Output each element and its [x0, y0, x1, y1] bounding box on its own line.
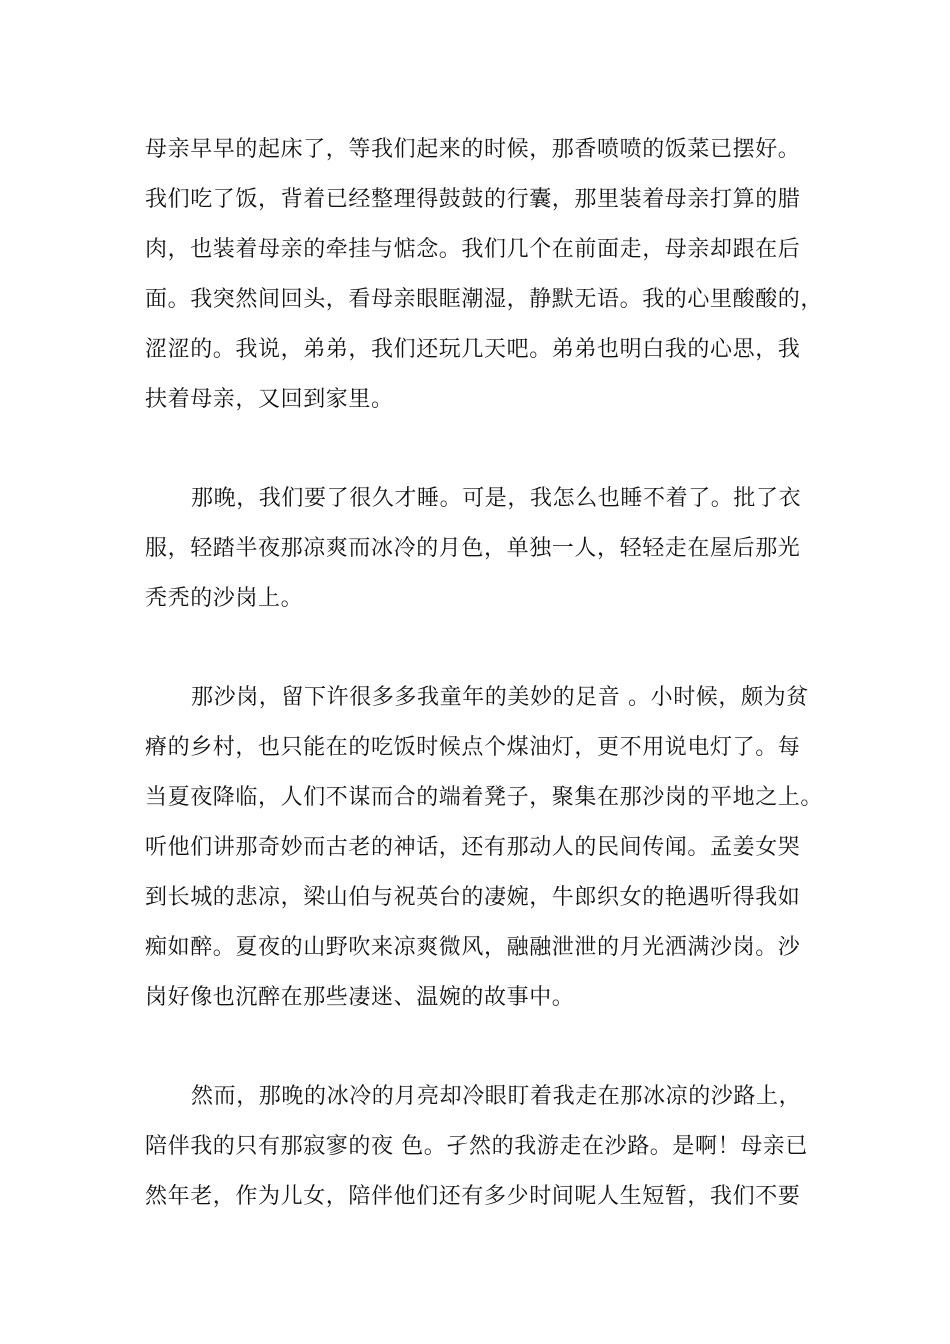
- paragraph-1-line-3: 肉，也装着母亲的牵挂与惦念。我们几个在前面走，母亲却跟在后: [145, 237, 801, 262]
- paragraph-4-line-3: 然年老，作为儿女，陪伴他们还有多少时间呢人生短暂，我们不要: [145, 1184, 801, 1209]
- paragraph-2-line-1: 那晚，我们要了很久才睡。可是，我怎么也睡不着了。批了衣: [191, 486, 802, 511]
- paragraph-1-line-4: 面。我突然间回头，看母亲眼眶潮湿，静默无语。我的心里酸酸的，: [145, 287, 824, 312]
- paragraph-1-line-5: 涩涩的。我说，弟弟，我们还玩几天吧。弟弟也明白我的心思，我: [145, 337, 801, 362]
- paragraph-3-line-1: 那沙岗，留下许很多多我童年的美妙的足音 。小时候，颇为贫: [191, 685, 809, 710]
- paragraph-1-line-1: 母亲早早的起床了，等我们起来的时候，那香喷喷的饭菜已摆好。: [145, 137, 801, 162]
- paragraph-3-line-5: 到长城的悲凉，梁山伯与祝英台的凄婉，牛郎织女的艳遇听得我如: [145, 885, 801, 910]
- paragraph-1-line-2: 我们吃了饭，背着已经整理得鼓鼓的行囊，那里装着母亲打算的腊: [145, 187, 801, 212]
- paragraph-2-line-3: 秃秃的沙岗上。: [145, 586, 304, 611]
- paragraph-2-line-2: 服，轻踏半夜那凉爽而冰冷的月色，单独一人，轻轻走在屋后那光: [145, 536, 801, 561]
- paragraph-1-line-6: 扶着母亲，又回到家里。: [145, 387, 394, 412]
- paragraph-4-line-2: 陪伴我的只有那寂寥的夜 色。孑然的我游走在沙路。是啊！母亲已: [145, 1134, 808, 1159]
- paragraph-3-line-7: 岗好像也沉醉在那些凄迷、温婉的故事中。: [145, 985, 575, 1010]
- paragraph-4-line-1: 然而，那晚的冰冷的月亮却冷眼盯着我走在那冰凉的沙路上，: [191, 1084, 802, 1109]
- paragraph-3-line-6: 痴如醉。夏夜的山野吹来凉爽微风，融融泄泄的月光洒满沙岗。沙: [145, 935, 801, 960]
- paragraph-3-line-3: 当夏夜降临，人们不谋而合的端着凳子，聚集在那沙岗的平地之上。: [145, 785, 824, 810]
- paragraph-3-line-2: 瘠的乡村，也只能在的吃饭时候点个煤油灯，更不用说电灯了。每: [145, 735, 801, 760]
- paragraph-3-line-4: 听他们讲那奇妙而古老的神话，还有那动人的民间传闻。孟姜女哭: [145, 835, 801, 860]
